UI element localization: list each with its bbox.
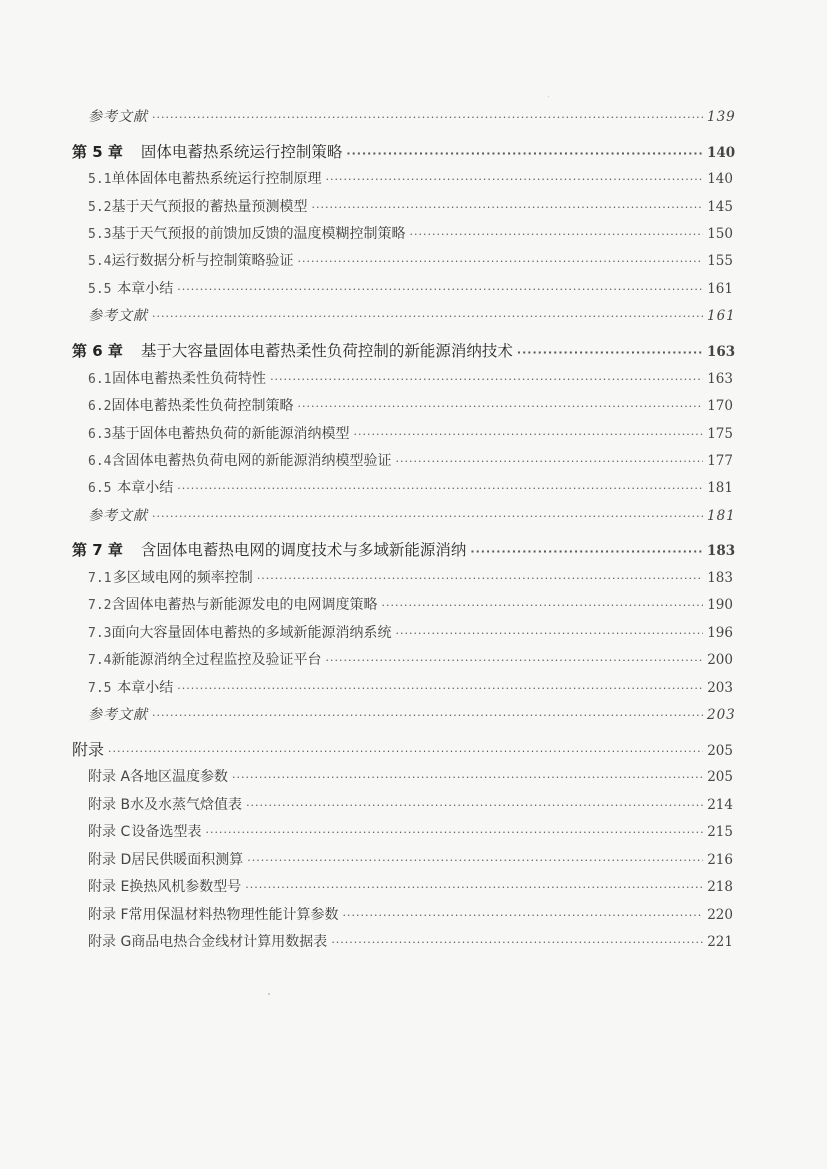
- page-number: 161: [707, 281, 733, 297]
- toc-chapter-entry[interactable]: [72, 141, 736, 163]
- toc-section-entry[interactable]: [88, 567, 733, 589]
- page-number: 150: [707, 226, 733, 242]
- toc-section-entry[interactable]: [88, 395, 733, 417]
- entry-number: 6.4: [88, 454, 112, 469]
- page-number: 218: [707, 879, 733, 895]
- page-number: 181: [707, 480, 733, 496]
- page-number: 190: [707, 597, 733, 613]
- toc-references-entry[interactable]: [88, 305, 736, 327]
- toc-section-entry[interactable]: [88, 649, 733, 671]
- scan-speck: [268, 993, 270, 995]
- entry-number: 附录 D: [88, 852, 132, 868]
- toc-chapter-entry[interactable]: [72, 539, 736, 561]
- entry-number: 5.2: [88, 200, 112, 215]
- entry-title: 基于大容量固体电蓄热柔性负荷控制的新能源消纳技术: [140, 342, 513, 360]
- page-number: 221: [707, 934, 733, 950]
- entry-number: 7.1: [88, 571, 112, 586]
- dot-leader: [152, 506, 703, 528]
- entry-number: 附录 C: [88, 824, 131, 840]
- toc-section-entry[interactable]: [88, 477, 733, 499]
- page-number: 175: [707, 426, 733, 442]
- page-number: 163: [707, 344, 736, 360]
- dot-leader: [297, 396, 703, 418]
- entry-number: 7.3: [88, 626, 112, 641]
- toc-section-entry[interactable]: [88, 368, 733, 390]
- entry-title: 固体电蓄热系统运行控制策略: [140, 143, 343, 161]
- entry-title: 基于固体电蓄热负荷的新能源消纳模型: [111, 426, 350, 442]
- entry-title: 单体固体电蓄热系统运行控制原理: [111, 171, 322, 187]
- toc-section-entry[interactable]: [88, 196, 733, 218]
- dot-leader: [177, 279, 703, 301]
- toc-appendix-entry[interactable]: [88, 766, 733, 788]
- toc-appendix-heading[interactable]: [72, 739, 733, 761]
- page-number: 140: [707, 171, 733, 187]
- toc-references-entry[interactable]: [88, 505, 736, 527]
- entry-title: 设备选型表: [131, 824, 202, 840]
- toc-section-entry[interactable]: [88, 622, 733, 644]
- entry-number: 附录 F: [88, 907, 129, 923]
- toc-section-entry[interactable]: [88, 250, 733, 272]
- toc-references-entry[interactable]: [88, 106, 736, 128]
- entry-number: 第 7 章: [72, 541, 123, 559]
- entry-number: 7.2: [88, 598, 112, 613]
- entry-title: 参考文献: [88, 308, 148, 324]
- entry-title: 常用保温材料热物理性能计算参数: [128, 907, 339, 923]
- entry-title: 含固体电蓄热负荷电网的新能源消纳模型验证: [111, 453, 392, 469]
- page-number: 183: [707, 570, 733, 586]
- dot-leader: [177, 478, 703, 500]
- entry-title: 各地区温度参数: [130, 769, 229, 785]
- page-number: 155: [707, 253, 733, 269]
- page-number: 177: [707, 453, 733, 469]
- page-number: 161: [707, 308, 736, 324]
- entry-title: 多区域电网的频率控制: [112, 570, 253, 586]
- toc-section-entry[interactable]: [88, 450, 733, 472]
- entry-title: 含固体电蓄热电网的调度技术与多域新能源消纳: [140, 541, 467, 559]
- page-number: 170: [707, 398, 733, 414]
- toc-section-entry[interactable]: [88, 168, 733, 190]
- dot-leader: [232, 767, 703, 789]
- toc-section-entry[interactable]: [88, 223, 733, 245]
- page-number: 183: [707, 543, 736, 559]
- toc-appendix-entry[interactable]: [88, 794, 733, 816]
- dot-leader: [297, 251, 703, 273]
- entry-title: 参考文献: [88, 109, 148, 125]
- dot-leader: [246, 795, 703, 817]
- page-number: 139: [707, 109, 736, 125]
- page-number: 140: [707, 145, 736, 161]
- entry-title: 新能源消纳全过程监控及验证平台: [111, 652, 322, 668]
- dot-leader: [152, 306, 703, 328]
- dot-leader: [257, 568, 703, 590]
- dot-leader: [353, 424, 703, 446]
- dot-leader: [245, 877, 703, 899]
- dot-leader: [343, 905, 703, 927]
- entry-number: 7.4: [88, 653, 112, 668]
- entry-title: 固体电蓄热柔性负荷特性: [112, 371, 267, 387]
- dot-leader: [177, 678, 703, 700]
- dot-leader: [470, 541, 703, 563]
- dot-leader: [325, 169, 703, 191]
- entry-number: 6.3: [88, 427, 112, 442]
- dot-leader: [205, 822, 703, 844]
- page-number: 181: [707, 508, 736, 524]
- entry-number: 第 5 章: [72, 143, 123, 161]
- page-number: 215: [707, 824, 733, 840]
- entry-number: 5.4: [88, 254, 112, 269]
- entry-number: 5.1: [88, 172, 112, 187]
- page-number: 216: [707, 852, 733, 868]
- entry-number: 第 6 章: [72, 342, 123, 360]
- dot-leader: [517, 342, 703, 364]
- entry-title: 含固体电蓄热与新能源发电的电网调度策略: [111, 597, 378, 613]
- toc-section-entry[interactable]: [88, 278, 733, 300]
- dot-leader: [325, 650, 703, 672]
- toc-section-entry[interactable]: [88, 594, 733, 616]
- entry-title: 基于天气预报的前馈加反馈的温度模糊控制策略: [111, 226, 406, 242]
- dot-leader: [381, 595, 703, 617]
- dot-leader: [247, 850, 703, 872]
- page-number: 205: [707, 743, 733, 759]
- dot-leader: [346, 143, 703, 165]
- entry-title: 换热风机参数型号: [129, 879, 242, 895]
- entry-title: 参考文献: [88, 707, 148, 723]
- entry-number: 7.5: [88, 681, 112, 696]
- entry-title: 本章小结: [117, 680, 174, 696]
- dot-leader: [395, 623, 703, 645]
- toc-section-entry[interactable]: [88, 423, 733, 445]
- toc-appendix-entry[interactable]: [88, 876, 733, 898]
- entry-number: 5.5: [88, 282, 112, 297]
- entry-number: 6.2: [88, 399, 112, 414]
- dot-leader: [152, 705, 703, 727]
- toc-appendix-entry[interactable]: [88, 821, 733, 843]
- page-number: 220: [707, 907, 733, 923]
- entry-title: 附录: [72, 740, 105, 759]
- dot-leader: [108, 741, 703, 763]
- dot-leader: [270, 369, 703, 391]
- entry-number: 附录 G: [88, 934, 132, 950]
- dot-leader: [395, 451, 703, 473]
- entry-number: 6.1: [88, 372, 112, 387]
- page-number: 145: [707, 199, 733, 215]
- entry-title: 本章小结: [117, 480, 174, 496]
- dot-leader: [331, 932, 703, 954]
- entry-title: 商品电热合金线材计算用数据表: [131, 934, 328, 950]
- toc-appendix-entry[interactable]: [88, 849, 733, 871]
- page-number: 200: [707, 652, 733, 668]
- toc-references-entry[interactable]: [88, 704, 736, 726]
- page-number: 214: [707, 797, 733, 813]
- dot-leader: [152, 107, 703, 129]
- scan-speck: [548, 96, 549, 97]
- entry-number: 附录 B: [88, 797, 131, 813]
- entry-title: 面向大容量固体电蓄热的多域新能源消纳系统: [111, 625, 392, 641]
- toc-appendix-entry[interactable]: [88, 931, 733, 953]
- entry-title: 水及水蒸气焓值表: [130, 797, 243, 813]
- page-number: 203: [707, 680, 733, 696]
- toc-chapter-entry[interactable]: [72, 340, 736, 362]
- entry-title: 基于天气预报的蓄热量预测模型: [111, 199, 308, 215]
- entry-number: 附录 E: [88, 879, 130, 895]
- entry-title: 运行数据分析与控制策略验证: [111, 253, 294, 269]
- entry-title: 本章小结: [117, 281, 174, 297]
- page-number: 203: [707, 707, 736, 723]
- page-number: 205: [707, 769, 733, 785]
- entry-number: 附录 A: [88, 769, 131, 785]
- entry-title: 参考文献: [88, 508, 148, 524]
- entry-title: 固体电蓄热柔性负荷控制策略: [111, 398, 294, 414]
- entry-number: 5.3: [88, 227, 112, 242]
- entry-title: 居民供暖面积测算: [131, 852, 244, 868]
- toc-appendix-entry[interactable]: [88, 904, 733, 926]
- dot-leader: [311, 197, 703, 219]
- toc-section-entry[interactable]: [88, 677, 733, 699]
- page-number: 163: [707, 371, 733, 387]
- dot-leader: [409, 224, 703, 246]
- entry-number: 6.5: [88, 481, 112, 496]
- page-number: 196: [707, 625, 733, 641]
